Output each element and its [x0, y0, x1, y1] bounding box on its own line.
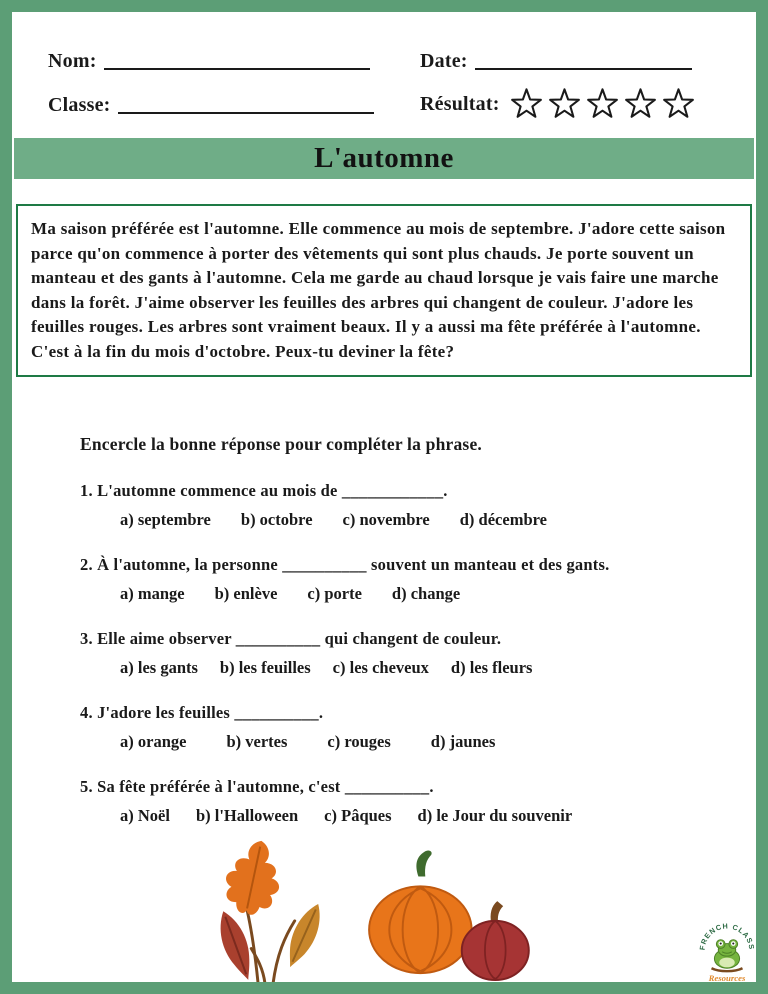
date-field-row	[420, 50, 692, 73]
date-label: Date:	[420, 50, 468, 72]
page-title: L'automne	[314, 142, 454, 174]
question-options	[80, 582, 706, 606]
option-b[interactable]: b) enlève	[214, 584, 278, 603]
autumn-leaves-image	[195, 838, 345, 988]
option-d[interactable]: d) décembre	[459, 510, 547, 529]
small-pumpkin-icon	[462, 901, 529, 980]
option-c[interactable]: c) Pâques	[324, 806, 392, 825]
option-d[interactable]: d) les fleurs	[450, 658, 533, 677]
question-options	[80, 508, 706, 532]
star-icon[interactable]	[510, 88, 543, 121]
star-icon[interactable]	[586, 88, 619, 121]
frog-icon	[712, 940, 743, 971]
result-label: Résultat:	[420, 93, 500, 115]
option-c[interactable]: c) porte	[307, 584, 362, 603]
question-options	[80, 656, 706, 680]
option-d[interactable]: d) le Jour du souvenir	[417, 806, 573, 825]
title-banner	[14, 138, 754, 179]
star-icon[interactable]	[662, 88, 695, 121]
option-a[interactable]: a) mange	[120, 584, 185, 603]
class-blank-line[interactable]	[118, 96, 374, 114]
question-2	[80, 553, 706, 606]
logo-subtitle-text: Resources	[708, 972, 746, 983]
question-options	[80, 804, 706, 828]
option-c[interactable]: c) novembre	[342, 510, 430, 529]
option-b[interactable]: b) les feuilles	[219, 658, 311, 677]
name-blank-line[interactable]	[104, 52, 370, 70]
question-1	[80, 479, 706, 532]
result-star-rating	[510, 88, 695, 121]
reading-passage: Ma saison préférée est l'automne. Elle commence au mois de septembre. J'adore cette saison parce qu'on commence à porter des vêtements qui sont plus chauds. Je porte souvent un manteau et des gants à l'automne. Cela me garde au chaud lorsque je vais faire une marche dans la forêt. J'aime observer les feuilles des arbres qui changent de couleur. J'adore les feuilles rouges. Les arbres sont vraiment beaux. Il y a aussi ma fête préférée à l'automne. C'est à la fin du mois d'octobre. Peux-tu deviner la fête?	[16, 204, 752, 377]
question-text: 5. Sa fête préférée à l'automne, c'est __________.	[80, 777, 434, 796]
quiz-instruction: Encercle la bonne réponse pour compléter la phrase.	[80, 434, 482, 454]
question-text: 4. J'adore les feuilles __________.	[80, 703, 324, 722]
option-c[interactable]: c) les cheveux	[332, 658, 429, 677]
question-text: 2. À l'automne, la personne __________ souvent un manteau et des gants.	[80, 555, 610, 574]
option-b[interactable]: b) l'Halloween	[195, 806, 299, 825]
question-options	[80, 730, 706, 754]
pumpkins-image	[358, 845, 533, 983]
large-pumpkin-icon	[369, 850, 472, 973]
option-b[interactable]: b) vertes	[226, 732, 288, 751]
star-icon[interactable]	[548, 88, 581, 121]
question-4	[80, 701, 706, 754]
option-d[interactable]: d) jaunes	[430, 732, 496, 751]
option-a[interactable]: a) Noël	[120, 806, 170, 825]
option-d[interactable]: d) change	[391, 584, 461, 603]
oak-leaf-icon	[220, 838, 288, 919]
result-field-row	[420, 88, 712, 121]
name-field-row	[48, 50, 370, 73]
name-label: Nom:	[48, 50, 97, 72]
option-a[interactable]: a) septembre	[120, 510, 211, 529]
quiz-section	[80, 434, 706, 849]
option-b[interactable]: b) octobre	[240, 510, 313, 529]
option-c[interactable]: c) rouges	[327, 732, 391, 751]
question-5	[80, 775, 706, 828]
date-blank-line[interactable]	[475, 52, 692, 70]
question-3	[80, 627, 706, 680]
question-text: 1. L'automne commence au mois de ____________.	[80, 481, 448, 500]
option-a[interactable]: a) les gants	[120, 658, 198, 677]
question-text: 3. Elle aime observer __________ qui changent de couleur.	[80, 629, 502, 648]
class-label: Classe:	[48, 94, 111, 116]
option-a[interactable]: a) orange	[120, 732, 187, 751]
class-field-row	[48, 94, 374, 117]
french-class-logo	[696, 904, 758, 986]
star-icon[interactable]	[624, 88, 657, 121]
logo-arc-text: FRENCH CLASS	[697, 921, 757, 951]
